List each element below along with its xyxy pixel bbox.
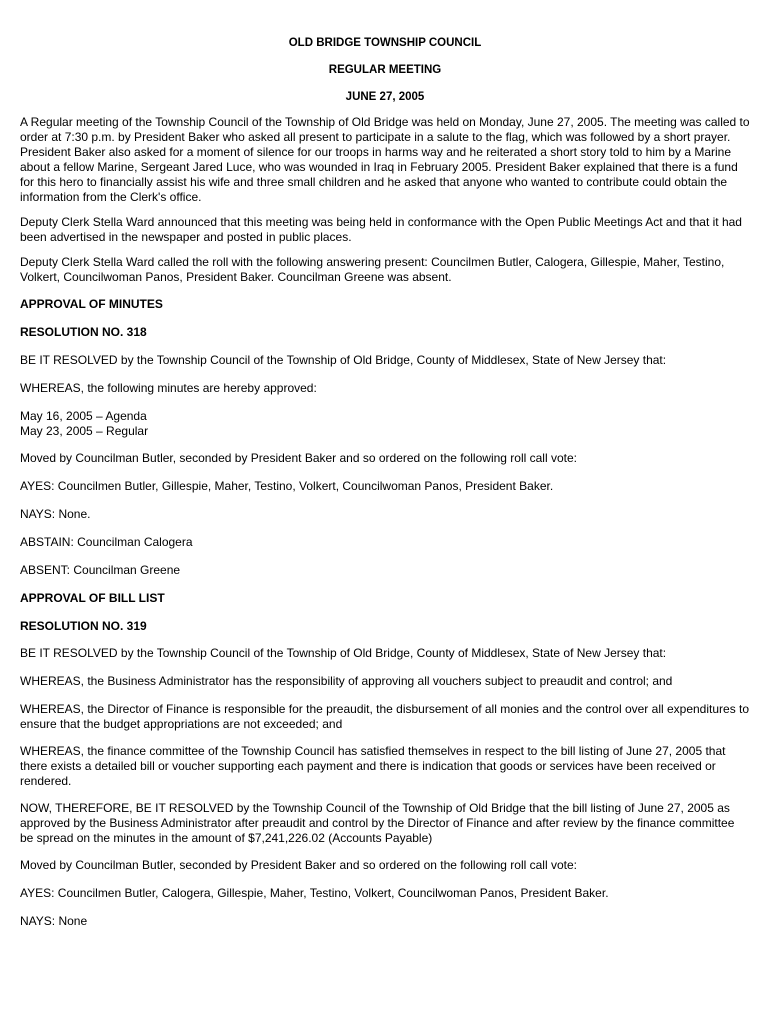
res318-whereas: WHEREAS, the following minutes are hereby approved: xyxy=(20,381,317,395)
document-title-line1: OLD BRIDGE TOWNSHIP COUNCIL xyxy=(288,37,482,49)
minutes-list xyxy=(20,409,750,439)
res319-ayes: AYES: Councilmen Butler, Calogera, Gillespie, Maher, Testino, Volkert, Councilwoman Panos, President Baker. xyxy=(20,886,609,900)
res318-ayes: AYES: Councilmen Butler, Gillespie, Maher, Testino, Volkert, Councilwoman Panos, President Baker. xyxy=(20,479,554,493)
res319-resolved: BE IT RESOLVED by the Township Council of the Township of Old Bridge, County of Middlesex, State of New Jersey that: xyxy=(20,646,667,660)
paragraph-roll-call: Deputy Clerk Stella Ward called the roll with the following answering present: Councilmen Butler, Calogera, Gillespie, Maher, Testino, Volkert, Councilwoman Panos, President Baker. Councilman Greene was absent. xyxy=(20,255,725,284)
list-item: May 23, 2005 – Regular xyxy=(20,424,149,438)
list-item: May 16, 2005 – Agenda xyxy=(20,409,147,423)
res318-nays: NAYS: None. xyxy=(20,507,91,521)
res318-abstain: ABSTAIN: Councilman Calogera xyxy=(20,535,193,549)
paragraph-opening: A Regular meeting of the Township Council of the Township of Old Bridge was held on Monday, June 27, 2005. The meeting was called to order at 7:30 p.m. by President Baker who asked all present to participate in a salute to the flag, which was followed by a short prayer. President Baker also asked for a moment of silence for our troops in harms way and he reiterated a short story told to him by a Marine about a fellow Marine, Sergeant Jared Luce, who was wounded in Iraq in February 2005. President Baker explained that there is a fund for this hero to financially assist his wife and three small children and he asked that anyone who wanted to contribute could obtain the information from the Clerk's office. xyxy=(20,115,750,204)
document-title-line2: REGULAR MEETING xyxy=(328,64,442,76)
paragraph-open-meetings: Deputy Clerk Stella Ward announced that this meeting was being held in conformance with the Open Public Meetings Act and that it had been advertised in the newspaper and posted in public places. xyxy=(20,215,742,244)
heading-approval-of-bill-list: APPROVAL OF BILL LIST xyxy=(20,591,165,605)
document-page xyxy=(20,36,750,941)
res319-whereas-1: WHEREAS, the Business Administrator has the responsibility of approving all vouchers subject to preaudit and control; and xyxy=(20,674,673,688)
res319-moved: Moved by Councilman Butler, seconded by President Baker and so ordered on the following roll call vote: xyxy=(20,858,577,872)
heading-approval-of-minutes: APPROVAL OF MINUTES xyxy=(20,297,163,311)
heading-resolution-318: RESOLUTION NO. 318 xyxy=(20,325,147,339)
res319-nays: NAYS: None xyxy=(20,914,88,928)
res319-whereas-2: WHEREAS, the Director of Finance is responsible for the preaudit, the disbursement of all monies and the control over all expenditures to ensure that the budget appropriations are not exceeded; and xyxy=(20,702,750,731)
document-title-date: JUNE 27, 2005 xyxy=(345,91,425,103)
res318-moved: Moved by Councilman Butler, seconded by President Baker and so ordered on the following roll call vote: xyxy=(20,451,577,465)
res318-resolved: BE IT RESOLVED by the Township Council of the Township of Old Bridge, County of Middlesex, State of New Jersey that: xyxy=(20,353,667,367)
res319-now-therefore: NOW, THEREFORE, BE IT RESOLVED by the Township Council of the Township of Old Bridge that the bill listing of June 27, 2005 as approved by the Business Administrator after preaudit and control by the Director of Finance and after review by the finance committee be spread on the minutes in the amount of $7,241,226.02 (Accounts Payable) xyxy=(20,801,735,845)
res319-whereas-3: WHEREAS, the finance committee of the Township Council has satisfied themselves in respect to the bill listing of June 27, 2005 that there exists a detailed bill or voucher supporting each payment and there is indication that goods or services have been received or rendered. xyxy=(20,744,726,788)
heading-resolution-319: RESOLUTION NO. 319 xyxy=(20,619,147,633)
res318-absent: ABSENT: Councilman Greene xyxy=(20,563,181,577)
